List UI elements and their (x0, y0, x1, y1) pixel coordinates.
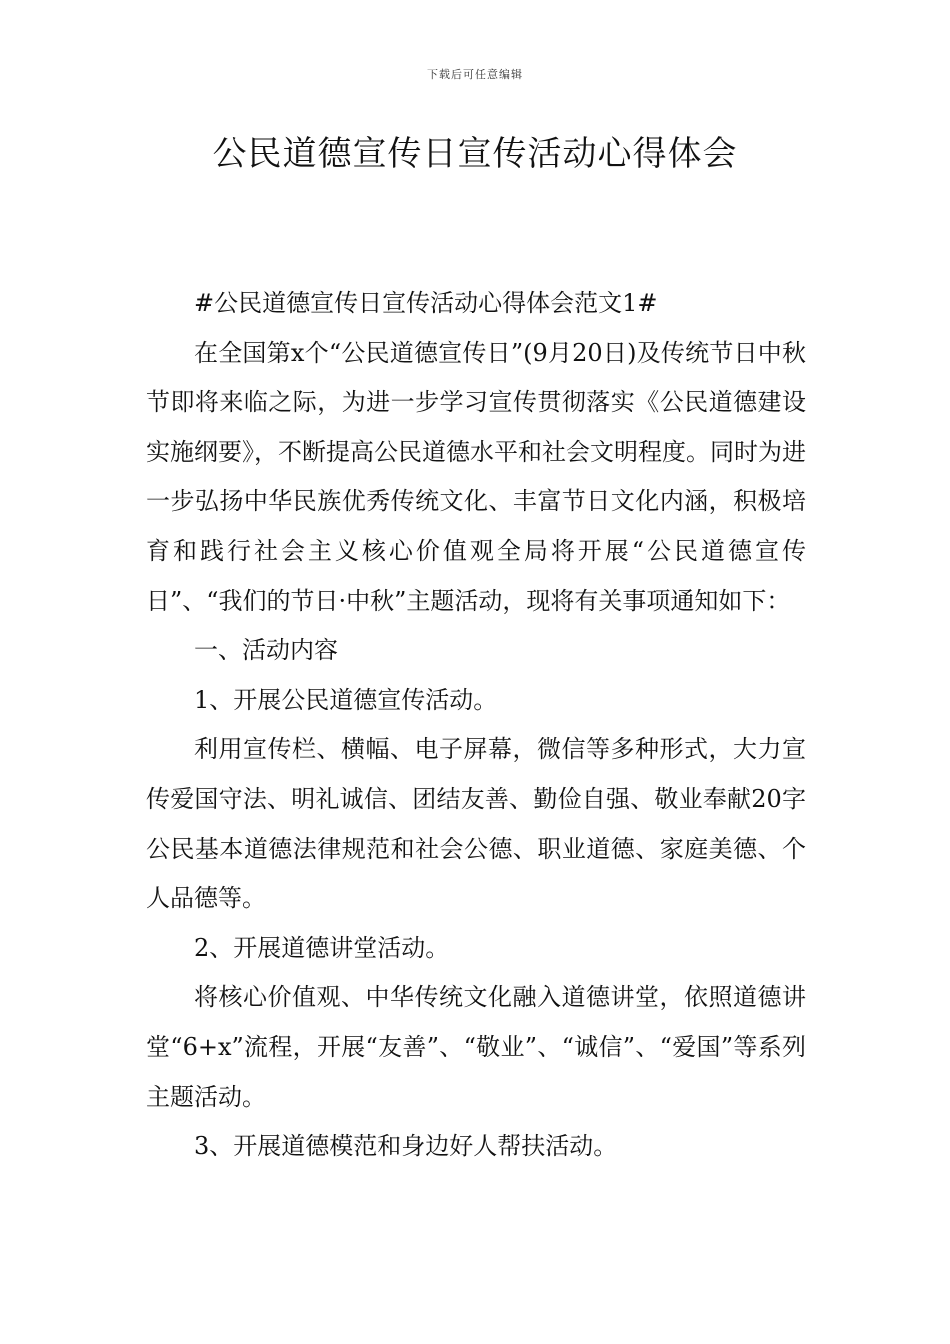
item-heading-2: 2、开展道德讲堂活动。 (194, 933, 450, 962)
document-body (146, 279, 806, 1172)
paragraph-heading: #公民道德宣传日宣传活动心得体会范文1# (194, 289, 658, 317)
item-heading-3: 3、开展道德模范和身边好人帮扶活动。 (194, 1132, 618, 1161)
header-note: 下载后可任意编辑 (427, 68, 523, 81)
item-heading-1: 1、开展公民道德宣传活动。 (194, 685, 498, 714)
paragraph-item-2: 将核心价值观、中华传统文化融入道德讲堂，依照道德讲堂“6+x”流程，开展“友善”、“敬业”、“诚信”、“爱国”等系列主题活动。 (146, 983, 806, 1111)
paragraph-item-1: 利用宣传栏、横幅、电子屏幕，微信等多种形式，大力宣传爱国守法、明礼诚信、团结友善、勤俭自强、敬业奉献20字公民基本道德法律规范和社会公德、职业道德、家庭美德、个人品德等。 (146, 735, 806, 913)
paragraph-intro: 在全国第x个“公民道德宣传日”(9月20日)及传统节日中秋节即将来临之际，为进一步学习宣传贯彻落实《公民道德建设实施纲要》，不断提高公民道德水平和社会文明程度。同时为进一步弘扬中华民族优秀传统文化、丰富节日文化内涵，积极培育和践行社会主义核心价值观全局将开展“公民道德宣传日”、“我们的节日·中秋”主题活动，现将有关事项通知如下： (146, 338, 806, 615)
section-heading: 一、活动内容 (194, 636, 338, 665)
document-title: 公民道德宣传日宣传活动心得体会 (212, 134, 738, 174)
